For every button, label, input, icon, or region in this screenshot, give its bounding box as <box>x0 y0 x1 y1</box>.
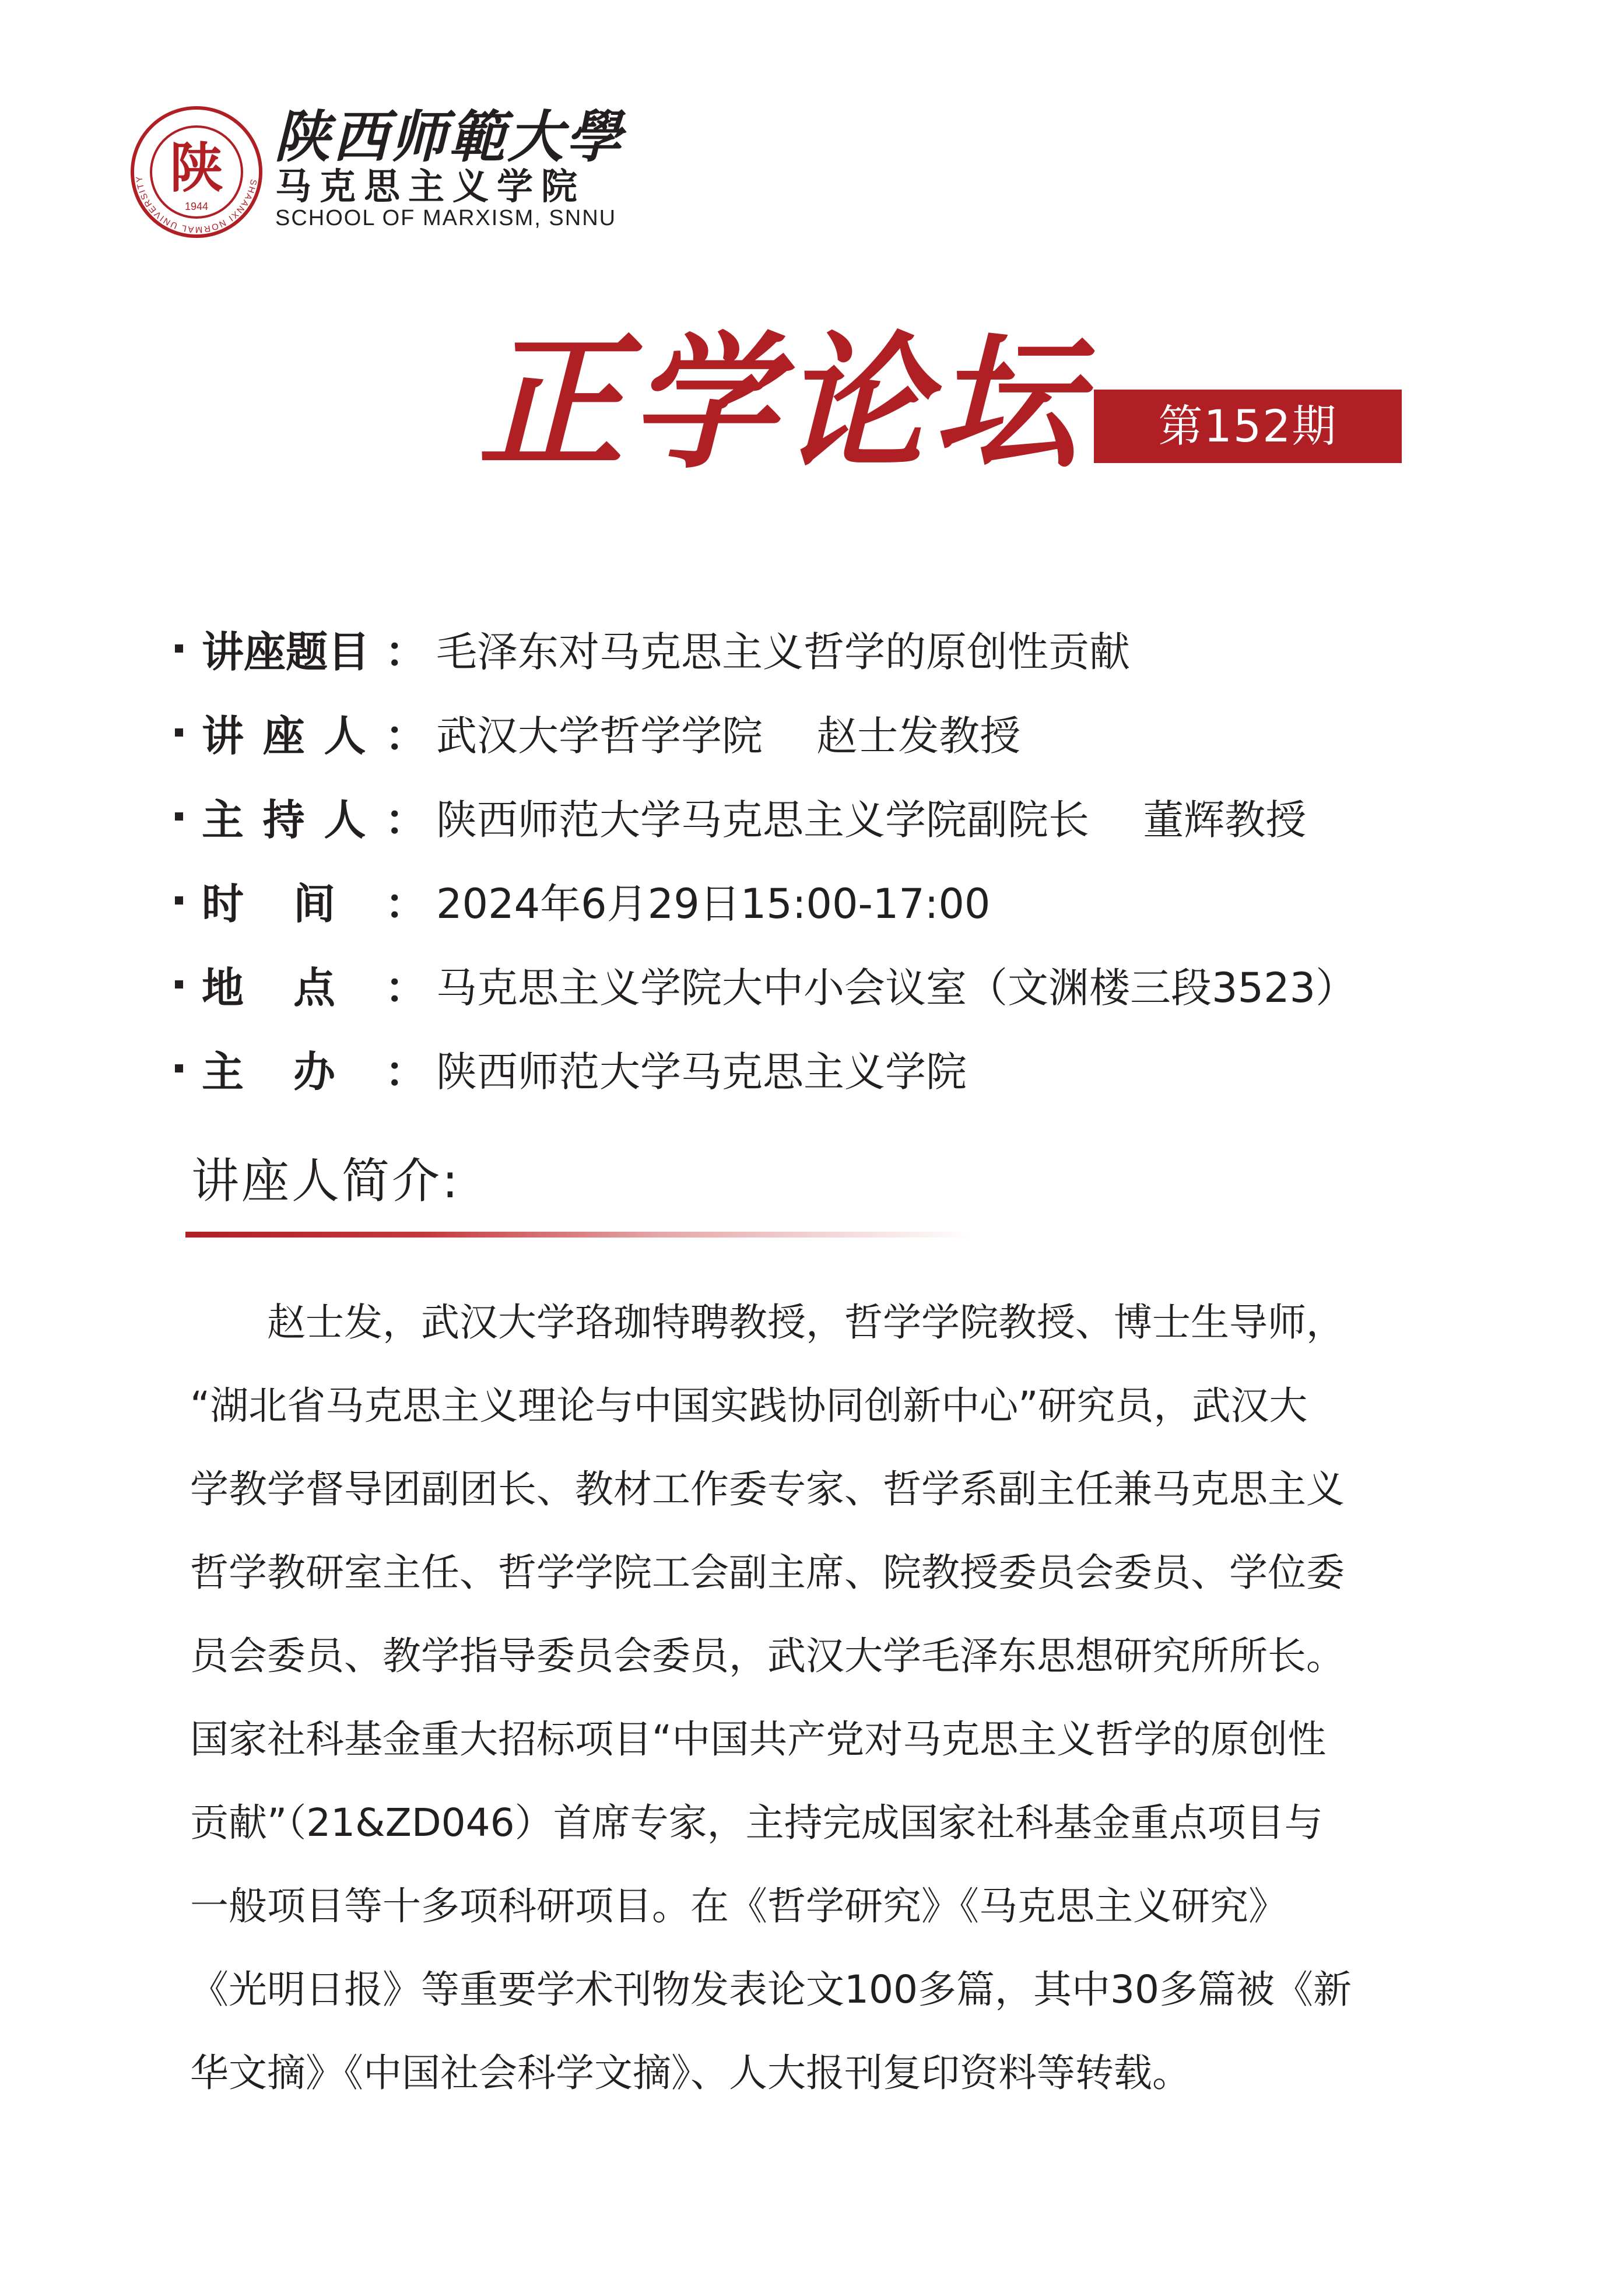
info-value-host: 陕西师范大学马克思主义学院副院长 董辉教授 <box>436 795 1307 844</box>
university-name: 陕西师範大學 <box>274 104 624 170</box>
university-seal-logo <box>129 105 264 239</box>
info-label-topic: 讲座题目 ： <box>202 628 427 676</box>
bullet-icon <box>175 896 183 905</box>
intro-line: 国家社科基金重大招标项目“中国共产党对马克思主义哲学的原创性 <box>190 1717 1327 1762</box>
speaker-intro-heading: 讲座人简介: <box>191 1154 461 1209</box>
heading-divider <box>185 1232 973 1238</box>
info-row-speaker <box>175 690 1516 774</box>
seal-character: 陕 <box>169 136 224 199</box>
info-row-organizer <box>175 1026 1516 1110</box>
intro-line: “湖北省马克思主义理论与中国实践协同创新中心”研究员，武汉大 <box>190 1383 1308 1428</box>
intro-line: 《光明日报》等重要学术刊物发表论文100多篇，其中30多篇被《新 <box>190 1967 1352 2012</box>
info-label-location: 地 点 ： <box>202 963 427 1012</box>
info-row-location <box>175 942 1516 1026</box>
intro-line: 一般项目等十多项科研项目。在《哲学研究》《马克思主义研究》 <box>190 1884 1287 1929</box>
lecture-info-list <box>175 607 1516 1110</box>
bullet-icon <box>175 812 183 821</box>
forum-title: 正学论坛 <box>478 317 1085 488</box>
info-label-organizer: 主 办 ： <box>202 1047 427 1096</box>
bullet-icon <box>175 980 183 988</box>
seal-year: 1944 <box>184 201 209 212</box>
intro-line: 华文摘》《中国社会科学文摘》、人大报刊复印资料等转载。 <box>190 2050 1191 2095</box>
info-value-speaker: 武汉大学哲学学院 赵士发教授 <box>436 711 1021 760</box>
info-row-host <box>175 774 1516 858</box>
intro-line: 赵士发，武汉大学珞珈特聘教授，哲学学院教授、博士生导师， <box>190 1300 1345 1345</box>
speaker-intro-body <box>190 1281 1426 2115</box>
info-row-topic <box>175 607 1516 690</box>
info-value-time: 2024年6月29日15:00-17:00 <box>436 879 991 928</box>
school-name-en: SCHOOL OF MARXISM, SNNU <box>275 206 617 230</box>
intro-line: 哲学教研室主任、哲学学院工会副主席、院教授委员会委员、学位委 <box>190 1550 1345 1595</box>
bullet-icon <box>175 728 183 737</box>
info-label-speaker: 讲 座 人 ： <box>202 711 427 760</box>
info-value-topic: 毛泽东对马克思主义哲学的原创性贡献 <box>436 628 1130 676</box>
seal-ring-text: SHAANXI NORMAL UNIVERSITY <box>134 174 259 235</box>
intro-line: 员会委员、教学指导委员会委员，武汉大学毛泽东思想研究所所长。 <box>190 1634 1345 1678</box>
bullet-icon <box>175 644 183 653</box>
info-value-organizer: 陕西师范大学马克思主义学院 <box>436 1047 967 1096</box>
intro-line: 学教学督导团副团长、教材工作委专家、哲学系副主任兼马克思主义 <box>190 1467 1345 1512</box>
issue-badge: 第152期 <box>1094 390 1402 463</box>
info-row-time <box>175 858 1516 942</box>
intro-line: 贡献”（21&ZD046）首席专家，主持完成国家社科基金重点项目与 <box>190 1800 1323 1845</box>
bullet-icon <box>175 1064 183 1072</box>
info-label-time: 时 间 ： <box>202 879 427 928</box>
info-label-host: 主 持 人 ： <box>202 795 427 844</box>
info-value-location: 马克思主义学院大中小会议室（文渊楼三段3523） <box>436 963 1357 1012</box>
school-name: 马克思主义学院 <box>275 165 586 208</box>
